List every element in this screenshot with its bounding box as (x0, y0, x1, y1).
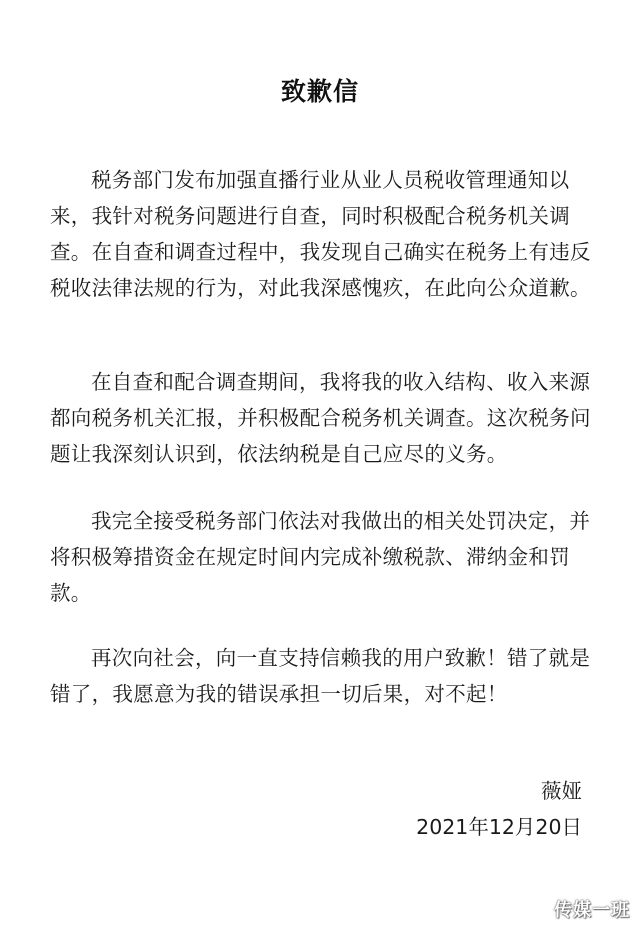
letter-paragraph-2: 在自查和配合调查期间，我将我的收入结构、收入来源都向税务机关汇报，并积极配合税务机关调查。这次税务问题让我深刻认识到，依法纳税是自己应尽的义务。 (50, 370, 591, 466)
letter-date: 2021年12月20日 (416, 815, 582, 839)
letter-title: 致歉信 (280, 77, 359, 106)
letter-paragraph-4: 再次向社会，向一直支持信赖我的用户致歉！错了就是错了，我愿意为我的错误承担一切后果，对不起！ (50, 646, 591, 706)
letter-signature: 薇娅 (541, 779, 582, 803)
letter-paragraph-1: 税务部门发布加强直播行业从业人员税收管理通知以来，我针对税务问题进行自查，同时积极配合税务机关调查。在自查和调查过程中，我发现自己确实在税务上有违反税收法律法规的行为，对此我深感愧疚，在此向公众道歉。 (50, 168, 591, 300)
watermark: 传媒一班 (554, 900, 630, 921)
letter-paragraph-3: 我完全接受税务部门依法对我做出的相关处罚决定，并将积极筹措资金在规定时间内完成补缴税款、滞纳金和罚款。 (50, 509, 591, 605)
